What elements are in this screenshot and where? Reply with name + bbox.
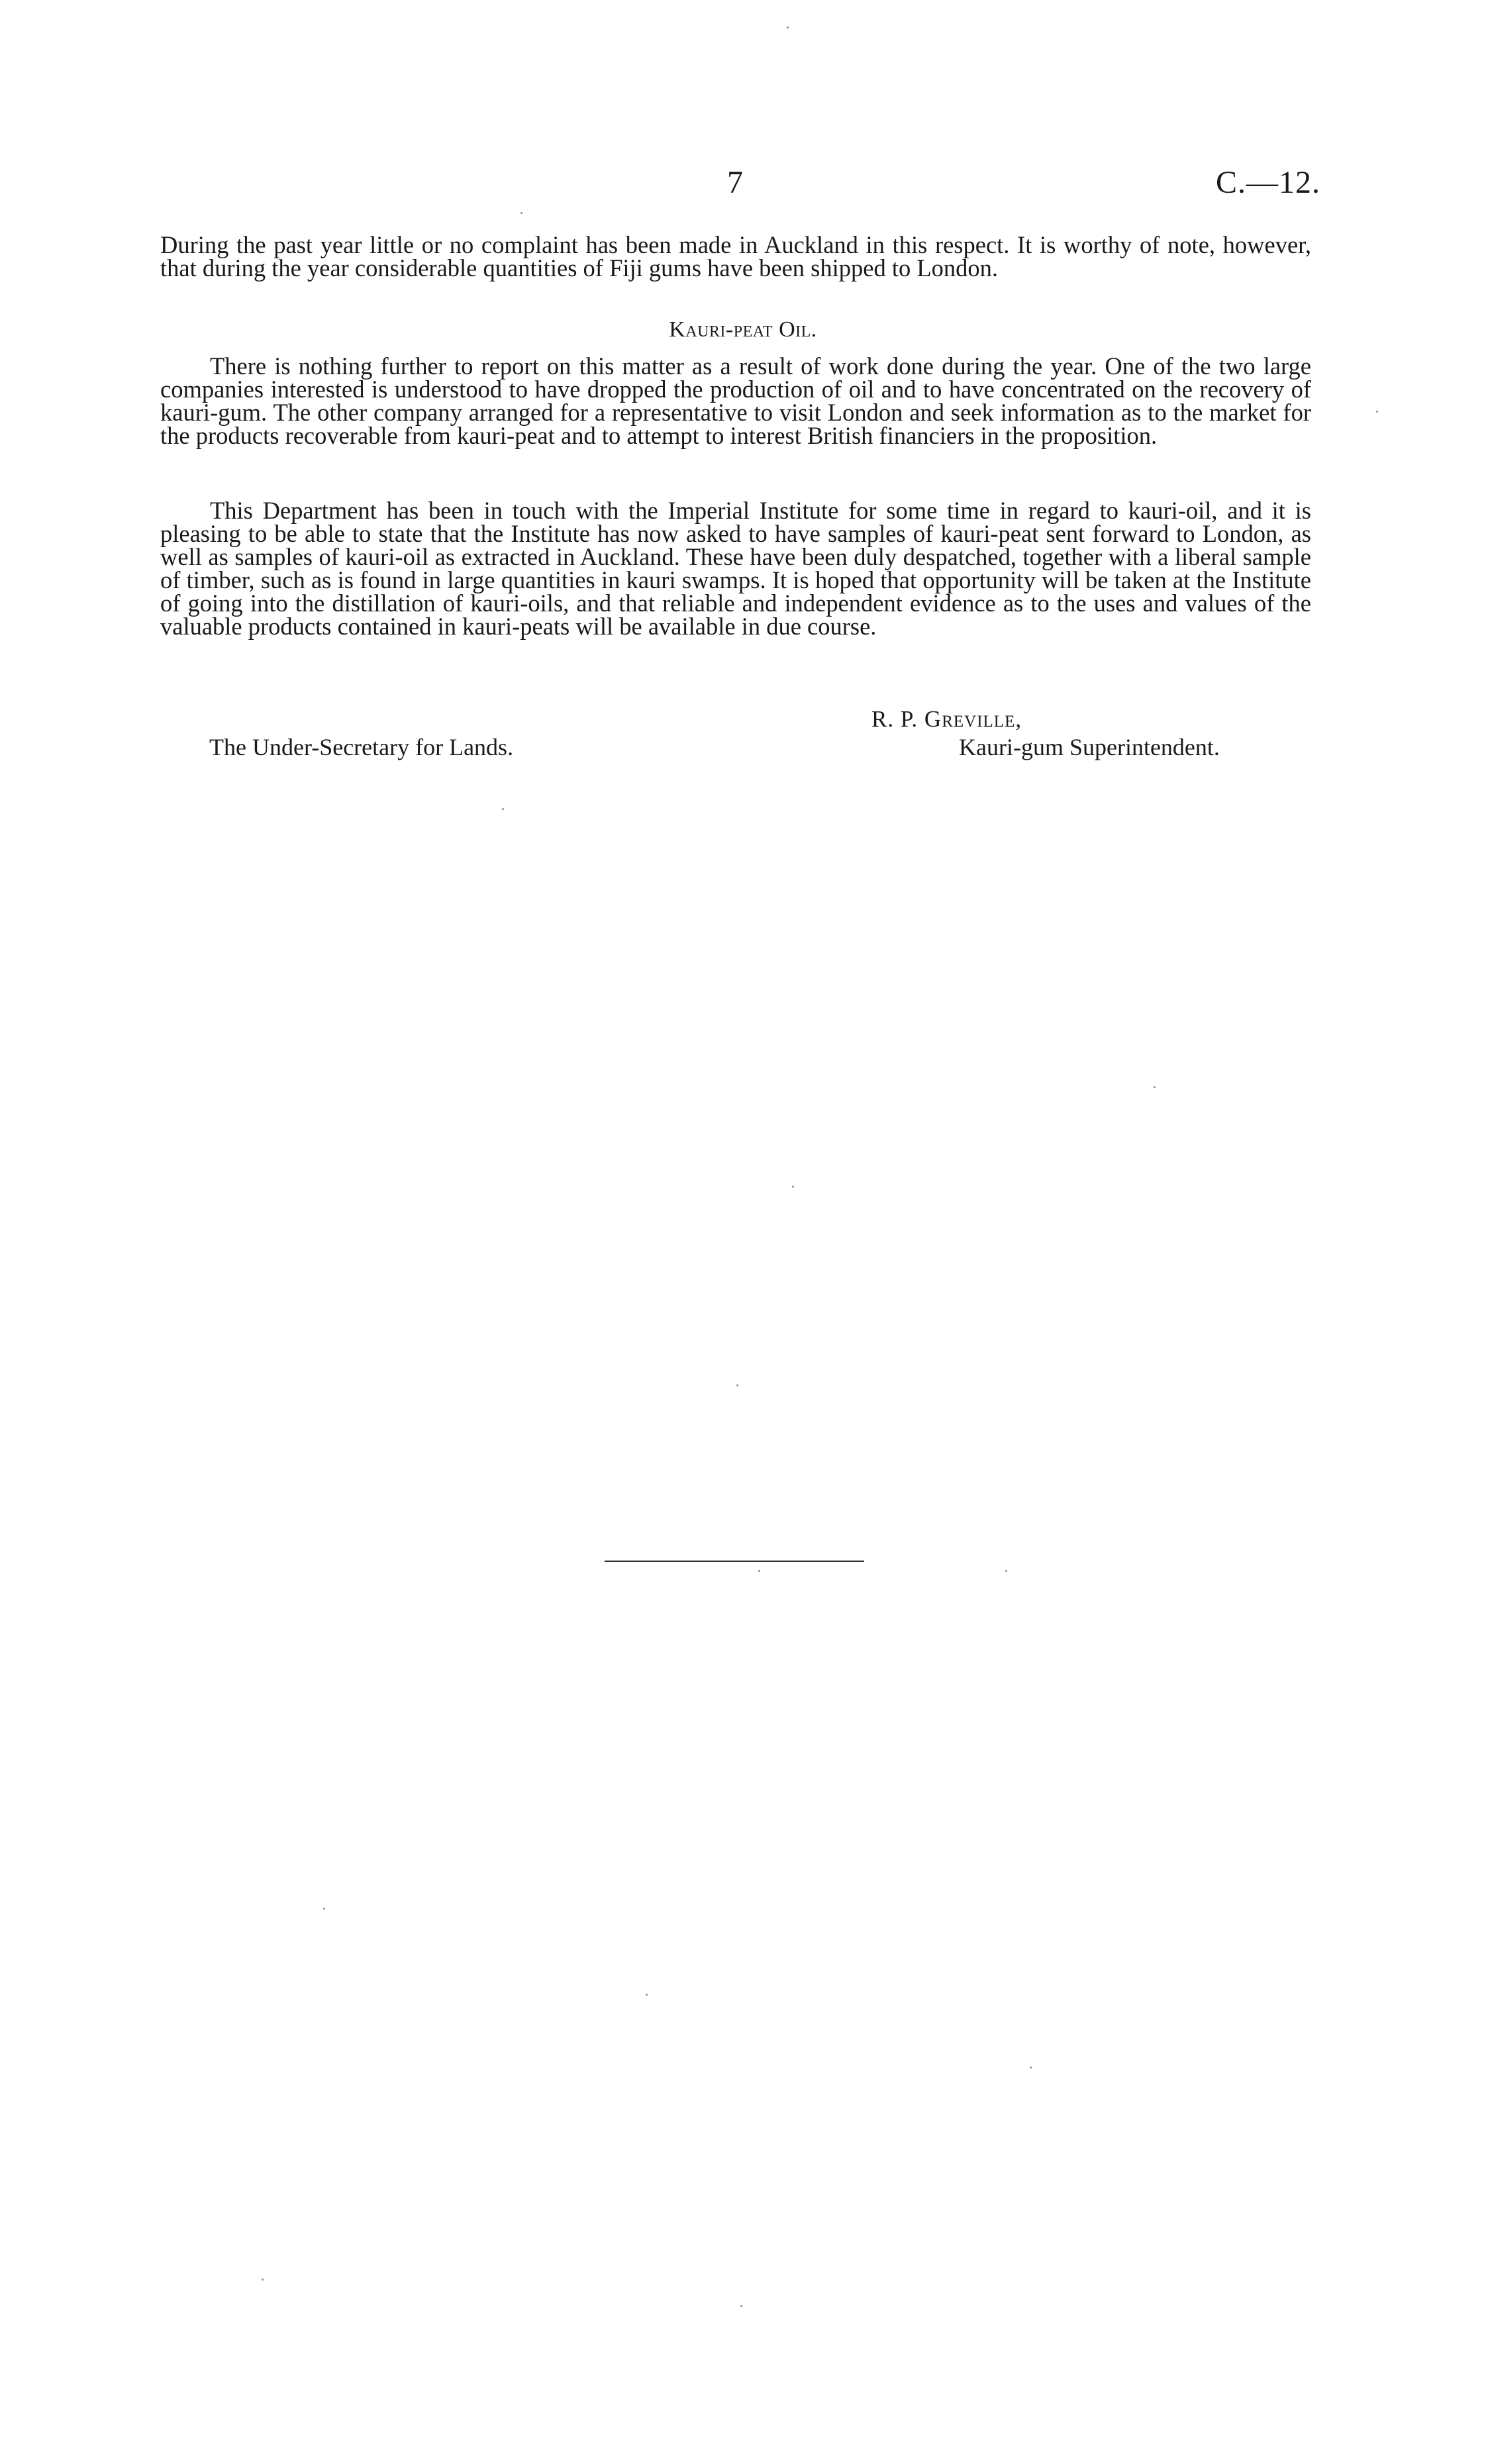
scan-speck [1005, 1570, 1007, 1572]
addressee: The Under-Secretary for Lands. [209, 734, 514, 760]
scan-speck [736, 1384, 738, 1386]
scan-speck [740, 2305, 742, 2307]
body-paragraph-3: This Department has been in touch with the Imperial Institute for some time in regard to kauri-oil, and it is pleasing to be able to state that the Institute has now asked to have samples of kauri-peat sent forward to London, as well as samples of kauri-oil as extracted in Auckland. These have been duly despatched, together with a liberal sample of timber, such as is found in large quantities in kauri swamps. It is hoped that opportunity will be taken at the Institute of going into the distillation of kauri-oils, and that reliable and independent evidence as to the uses and values of the valuable products contained in kauri-peats will be available in due course. [160, 497, 1311, 640]
end-rule [605, 1561, 864, 1562]
scan-speck [787, 26, 789, 28]
scan-speck [323, 1908, 325, 1910]
scan-speck [262, 2279, 264, 2281]
scan-speck [1376, 411, 1378, 413]
signatory-name: R. P. Greville, [871, 706, 1022, 732]
scan-speck [1154, 1086, 1156, 1088]
body-paragraph-2: There is nothing further to report on this matter as a result of work done during the year. One of the two large companies interested is understood to have dropped the production of oil and to have concentrated on the recovery of kauri-gum. The other company arranged for a representative to visit London and seek information as to the market for the products recoverable from kauri-peat and to attempt to interest British financiers in the proposition. [160, 352, 1311, 449]
scan-speck [758, 1570, 760, 1572]
scan-speck [502, 808, 504, 810]
document-reference: C.—12. [1215, 165, 1320, 200]
page-number: 7 [727, 165, 743, 200]
scan-speck [1030, 2067, 1032, 2069]
scan-speck [520, 212, 522, 214]
scan-speck [792, 1186, 794, 1188]
section-heading: Kauri-peat Oil. [669, 317, 817, 342]
body-paragraph-1: During the past year little or no complaint has been made in Auckland in this respect. It is worthy of note, however, that during the year considerable quantities of Fiji gums have been shipped to London. [160, 231, 1311, 282]
scan-speck [646, 1994, 648, 1996]
signatory-title: Kauri-gum Superintendent. [959, 734, 1220, 760]
